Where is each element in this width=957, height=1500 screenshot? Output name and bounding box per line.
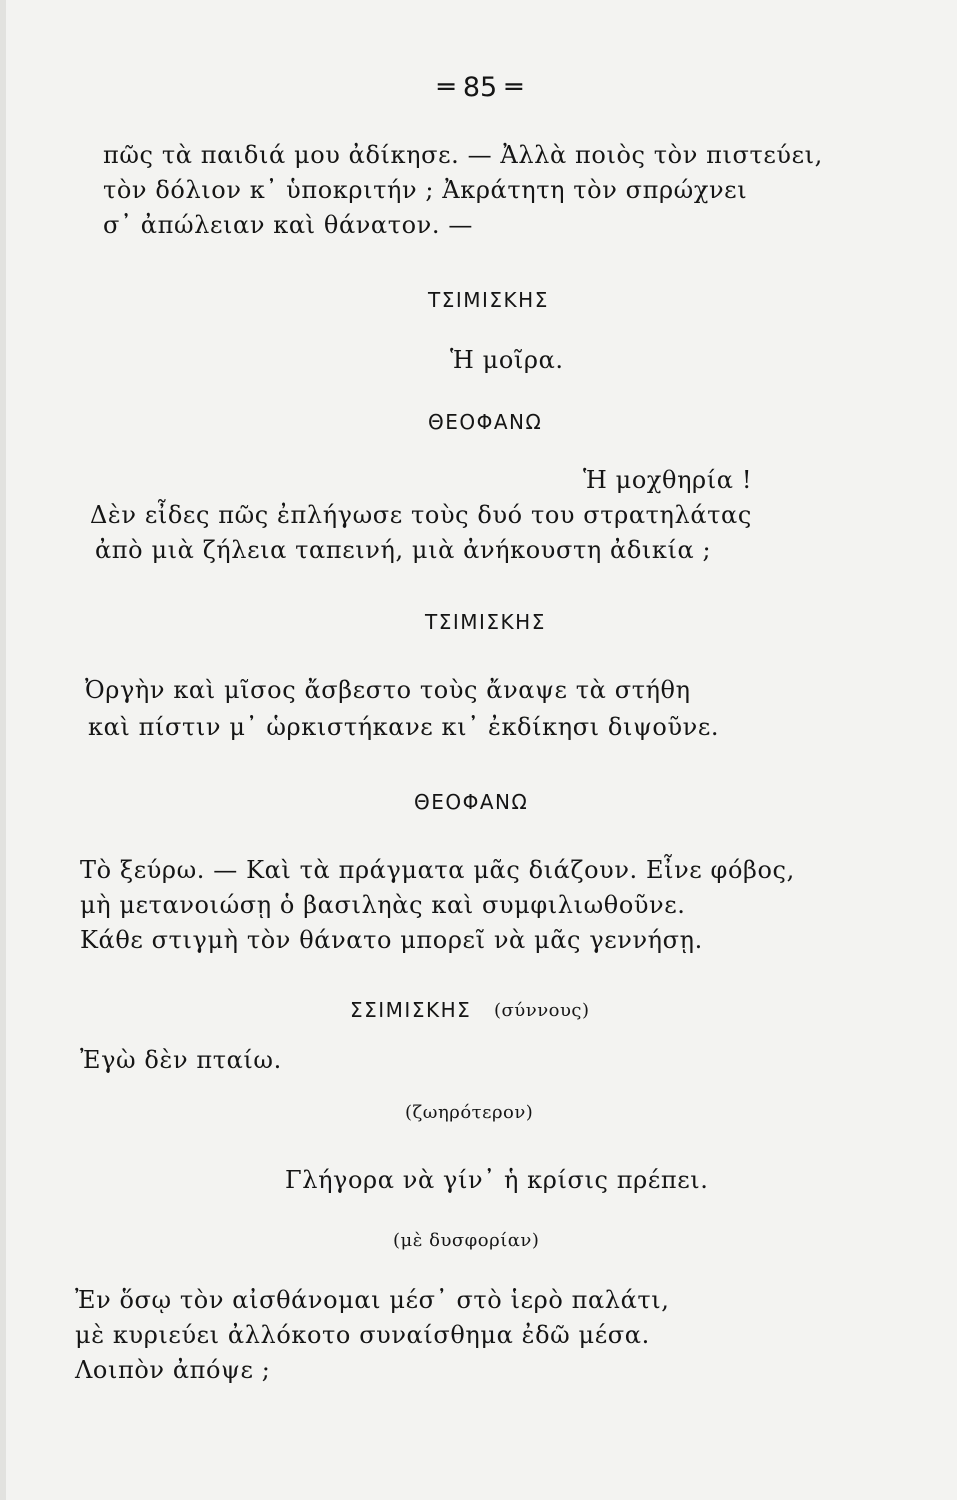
verse-line: Ἐγὼ δὲν πταίω. xyxy=(80,1046,282,1074)
verse-line: Γλήγορα νὰ γίν᾽ ἡ κρίσις πρέπει. xyxy=(285,1166,709,1194)
verse-line: Τὸ ξεύρω. — Καὶ τὰ πράγματα μᾶς διάζουν. Εἶνε φόβος, xyxy=(80,856,795,884)
verse-line: Ἐν ὅσῳ τὸν αἰσθάνομαι μέσ᾽ στὸ ἱερὸ παλάτι, xyxy=(75,1286,670,1314)
speaker-name: ΘΕΟΦΑΝΩ xyxy=(428,410,543,434)
verse-line: καὶ πίστιν μ᾽ ὡρκιστήκανε κι᾽ ἐκδίκησι διψοῦνε. xyxy=(88,713,720,741)
scan-edge-left xyxy=(0,0,6,1500)
verse-line: ἀπὸ μιὰ ζήλεια ταπεινή, μιὰ ἀνήκουστη ἀδικία ; xyxy=(95,536,712,564)
verse-line: Ὀργὴν καὶ μῖσος ἄσβεστο τοὺς ἄναψε τὰ στήθη xyxy=(85,676,691,704)
verse-line: τὸν δόλιον κ᾽ ὑποκριτήν ; Ἀκράτητη τὸν σπρώχνει xyxy=(103,176,748,204)
verse-line: Ἡ μοῖρα. xyxy=(450,346,564,374)
verse-line: Δὲν εἶδες πῶς ἐπλήγωσε τοὺς δυό του στρατηλάτας xyxy=(90,501,752,529)
verse-line: Λοιπὸν ἀπόψε ; xyxy=(75,1356,271,1384)
stage-direction: (σύννους) xyxy=(494,1000,590,1021)
speaker-name: ΘΕΟΦΑΝΩ xyxy=(414,790,529,814)
stage-direction: (ζωηρότερον) xyxy=(405,1102,534,1123)
verse-line: Ἡ μοχθηρία ! xyxy=(583,466,753,494)
verse-line: σ᾽ ἀπώλειαν καὶ θάνατον. — xyxy=(103,211,473,239)
stage-direction: (μὲ δυσφορίαν) xyxy=(393,1230,540,1251)
speaker-name: ΤΣΙΜΙΣΚΗΣ xyxy=(425,610,546,634)
verse-line: μὴ μετανοιώσῃ ὁ βασιληὰς καὶ συμφιλιωθοῦνε. xyxy=(80,891,686,919)
verse-line: πῶς τὰ παιδιά μου ἀδίκησε. — Ἀλλὰ ποιὸς τὸν πιστεύει, xyxy=(103,141,823,169)
verse-line: μὲ κυριεύει ἀλλόκοτο συναίσθημα ἐδῶ μέσα. xyxy=(75,1321,650,1349)
speaker-name: ΤΣΙΜΙΣΚΗΣ xyxy=(428,288,549,312)
page-number: ═ 85 ═ xyxy=(438,72,523,103)
speaker-name: ΣΣΙΜΙΣΚΗΣ xyxy=(350,998,472,1022)
verse-line: Κάθε στιγμὴ τὸν θάνατο μπορεῖ νὰ μᾶς γεννήσῃ. xyxy=(80,926,703,954)
